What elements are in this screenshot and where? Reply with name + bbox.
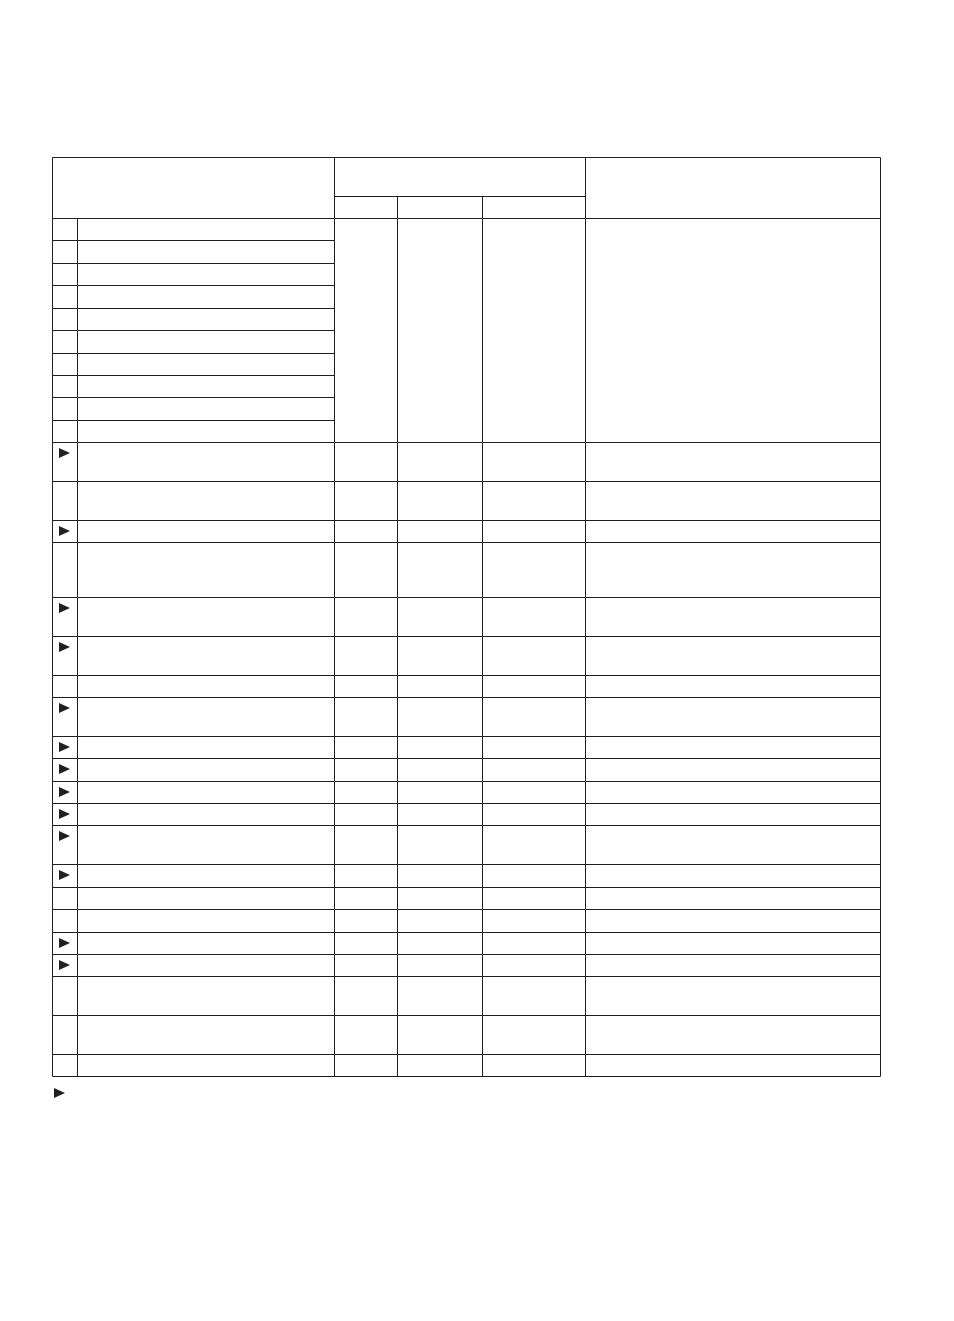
row-marker-icon (59, 938, 70, 948)
row-marker-icon (59, 742, 70, 752)
row-marker-icon (59, 870, 70, 880)
row-marker-icon (59, 809, 70, 819)
footnote-marker (54, 1088, 65, 1098)
row-marker-icon (59, 764, 70, 774)
row-marker-icon (59, 448, 70, 458)
row-marker-icon (59, 603, 70, 613)
row-marker-icon (59, 831, 70, 841)
row-marker-icon (59, 703, 70, 713)
row-marker-icon (59, 642, 70, 652)
row-marker-icon (59, 526, 70, 536)
row-marker-icon (59, 960, 70, 970)
row-marker-icon (59, 787, 70, 797)
